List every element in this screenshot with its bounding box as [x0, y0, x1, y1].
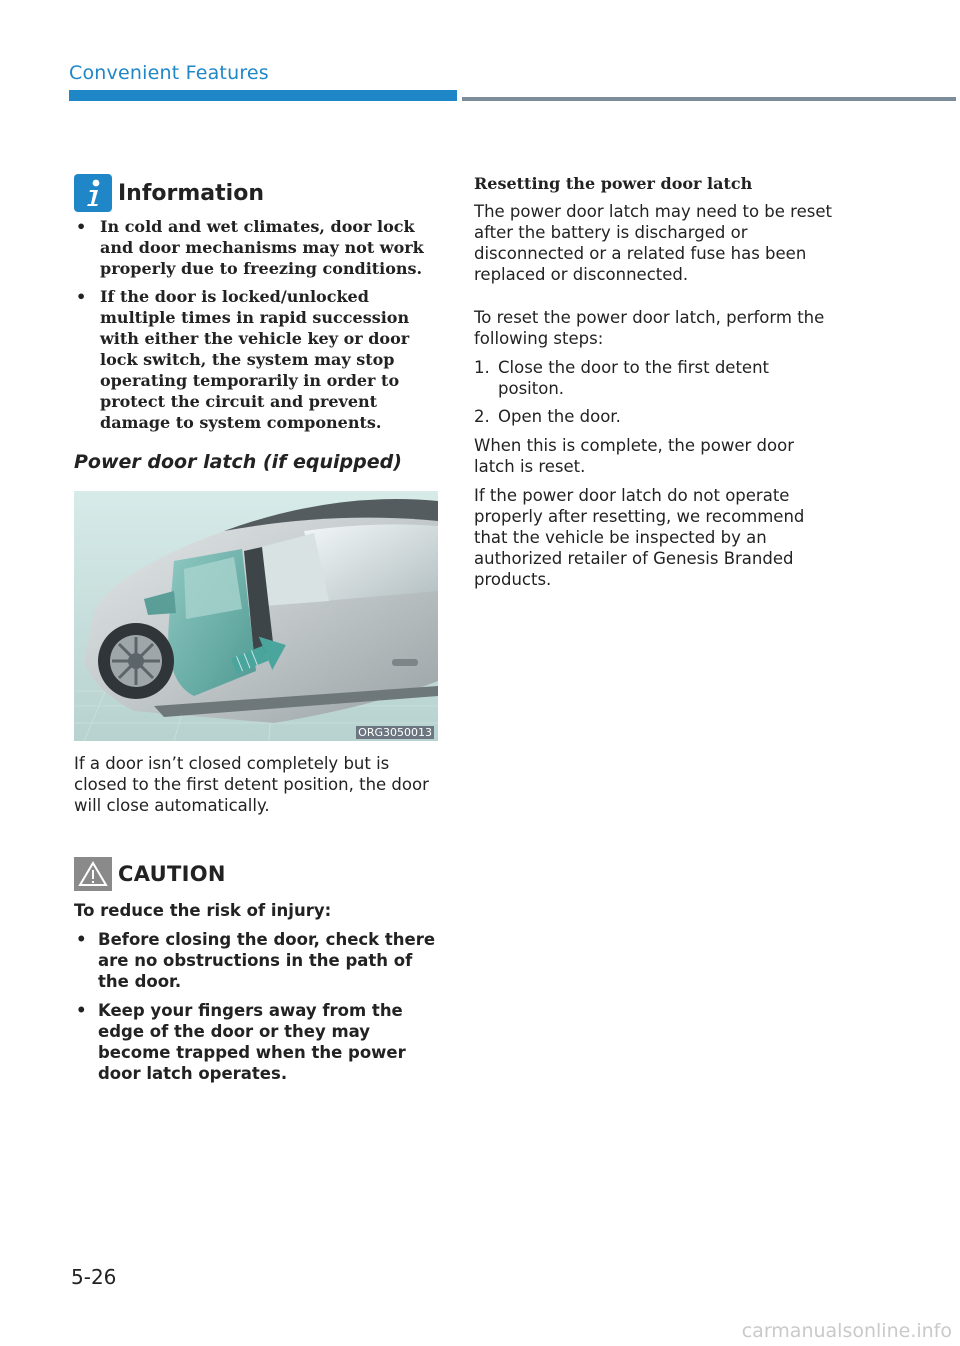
power-door-latch-description: If a door isn’t closed completely but is closed to the first detent position, the door will close automatically.: [74, 754, 429, 815]
header-rule: [462, 97, 956, 101]
caution-title: CAUTION: [118, 862, 226, 886]
information-bullet: • If the door is locked/unlocked multiple times in rapid succession with either the vehicle key or door lock switch, the system may stop operating temporarily in order to protect the circuit and prevent damage to system components.: [74, 286, 438, 433]
watermark: carmanualsonline.info: [741, 1320, 952, 1342]
information-list: [74, 216, 438, 433]
reset-paragraph: When this is complete, the power door latch is reset.: [474, 436, 794, 476]
reset-step: [474, 406, 834, 427]
step-text: Open the door.: [498, 407, 621, 426]
caution-bullet: • Keep your fingers away from the edge of the door or they may become trapped when the power door latch operates.: [74, 1000, 438, 1084]
step-number: 1.: [474, 358, 490, 377]
step-number: 2.: [474, 407, 490, 426]
reset-paragraph: If the power door latch do not operate properly after resetting, we recommend that the vehicle be inspected by an authorized retailer of Genesis Branded products.: [474, 486, 805, 589]
right-column: [474, 172, 834, 590]
left-column: [74, 172, 438, 1092]
warning-triangle-icon: [74, 857, 112, 891]
caution-bullet: • Before closing the door, check there are no obstructions in the path of the door.: [74, 929, 438, 992]
step-text: Close the door to the first detent positon.: [498, 358, 770, 398]
reset-paragraph: To reset the power door latch, perform the following steps:: [474, 308, 825, 348]
reset-step: [474, 357, 834, 399]
page-number: 5-26: [71, 1265, 117, 1289]
reset-paragraph: The power door latch may need to be reset after the battery is discharged or disconnected or a related fuse has been replaced or disconnected.: [474, 202, 832, 284]
reset-steps: [474, 357, 834, 427]
information-title: Information: [118, 180, 264, 206]
information-bullet: • In cold and wet climates, door lock and door mechanisms may not work properly due to freezing conditions.: [74, 216, 438, 279]
section-title: Convenient Features: [69, 62, 269, 84]
caution-intro: To reduce the risk of injury:: [74, 901, 332, 920]
power-door-latch-heading: Power door latch (if equipped): [74, 451, 402, 473]
header-accent-bar: [69, 90, 457, 101]
info-icon: [74, 174, 112, 212]
caution-header: [74, 854, 438, 894]
caution-list: [74, 929, 438, 1084]
information-header: [74, 172, 438, 214]
figure-code: ORG3050013: [358, 726, 432, 739]
car-door-illustration: [74, 491, 438, 741]
reset-heading: Resetting the power door latch: [474, 174, 753, 193]
